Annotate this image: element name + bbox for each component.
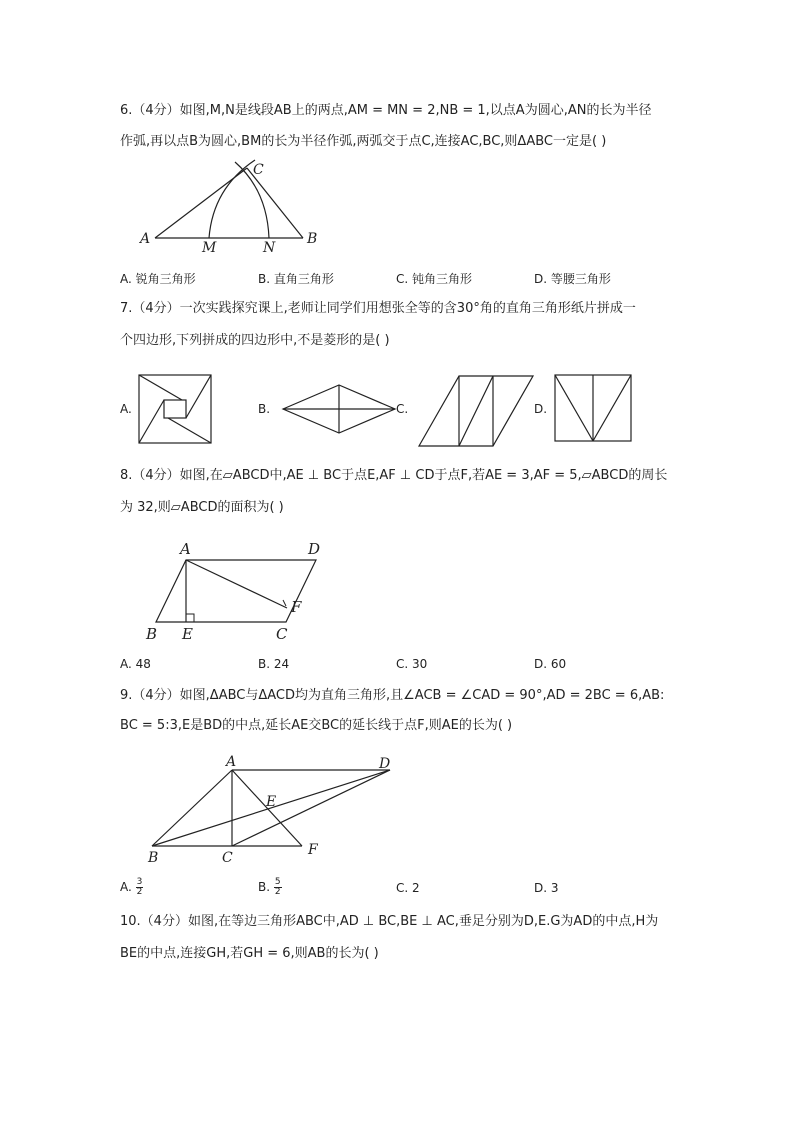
q9-option-b-fraction: [274, 878, 282, 897]
q8-label-c: C: [276, 625, 288, 643]
q8-label-e: E: [182, 625, 193, 643]
q9-option-b[interactable]: [258, 878, 282, 897]
q8-label-a: A: [180, 540, 191, 558]
q9-option-c[interactable]: C. 2: [396, 881, 420, 895]
q9-option-a-denominator: 2: [136, 887, 143, 897]
q6-stem-line2: 作弧,再以点B为圆心,BM的长为半径作弧,两弧交于点C,连接AC,BC,则ΔABC一定是( ): [120, 134, 607, 149]
q6-option-a[interactable]: A. 锐角三角形: [120, 272, 196, 286]
q8-stem-line1: 8.（4分）如图,在▱ABCD中,AE ⊥ BC于点E,AF ⊥ CD于点F,若AE = 3,AF = 5,▱ABCD的周长: [120, 468, 668, 483]
q7-option-b-label[interactable]: B.: [258, 402, 271, 416]
q9-option-b-denominator: 2: [274, 887, 281, 897]
q8-label-f: F: [291, 598, 302, 616]
q7-stem-line1: 7.（4分）一次实践探究课上,老师让同学们用想张全等的含30°角的直角三角形纸片拼成一: [120, 301, 636, 316]
q9-figure: [140, 750, 400, 870]
q7-option-d-figure[interactable]: [554, 374, 634, 444]
q8-option-d[interactable]: D. 60: [534, 657, 567, 671]
q6-option-c[interactable]: C. 钝角三角形: [396, 272, 473, 286]
q6-figure: [135, 158, 325, 253]
q8-option-b[interactable]: B. 24: [258, 657, 290, 671]
q9-label-e: E: [266, 794, 277, 810]
q6-label-n: N: [263, 240, 276, 253]
q6-option-d[interactable]: D. 等腰三角形: [534, 272, 611, 286]
q7-stem-line2: 个四边形,下列拼成的四边形中,不是菱形的是( ): [120, 333, 390, 348]
q9-option-a[interactable]: [120, 878, 143, 897]
q9-option-a-fraction: [136, 878, 144, 897]
q6-option-b[interactable]: B. 直角三角形: [258, 272, 334, 286]
q6-stem-line1: 6.（4分）如图,M,N是线段AB上的两点,AM = MN = 2,NB = 1,以点A为圆心,AN的长为半径: [120, 103, 652, 118]
q6-label-c: C: [253, 162, 264, 178]
q8-label-b: B: [146, 625, 158, 643]
q8-option-a[interactable]: A. 48: [120, 657, 151, 671]
q9-option-d[interactable]: D. 3: [534, 881, 559, 895]
q9-label-a: A: [226, 754, 237, 770]
q9-label-c: C: [222, 850, 233, 866]
q6-label-b: B: [307, 231, 318, 247]
q9-option-b-numerator: 5: [274, 877, 281, 887]
q9-stem-line1: 9.（4分）如图,ΔABC与ΔACD均为直角三角形,且∠ACB = ∠CAD = 90°,AD = 2BC = 6,AB:: [120, 688, 665, 703]
q7-option-c-label[interactable]: C.: [396, 402, 409, 416]
q10-stem-line2: BE的中点,连接GH,若GH = 6,则AB的长为( ): [120, 946, 379, 961]
q7-option-c-figure[interactable]: [416, 374, 536, 448]
q7-option-b-figure[interactable]: [281, 383, 397, 435]
q9-label-d: D: [379, 756, 391, 772]
q7-option-a-label[interactable]: A.: [120, 402, 132, 416]
q9-label-b: B: [148, 850, 159, 866]
q6-label-m: M: [202, 240, 217, 253]
q10-stem-line1: 10.（4分）如图,在等边三角形ABC中,AD ⊥ BC,BE ⊥ AC,垂足分别为D,E.G为AD的中点,H为: [120, 914, 659, 929]
q9-stem-line2: BC = 5:3,E是BD的中点,延长AE交BC的延长线于点F,则AE的长为( ): [120, 718, 513, 733]
q9-option-a-label: A.: [120, 880, 132, 894]
q6-label-a: A: [140, 231, 151, 247]
q9-label-f: F: [308, 842, 318, 858]
q8-stem-line2: 为 32,则▱ABCD的面积为( ): [120, 500, 284, 515]
q9-option-a-numerator: 3: [136, 877, 143, 887]
q8-figure: [142, 538, 342, 646]
q9-option-b-label: B.: [258, 880, 271, 894]
q8-option-c[interactable]: C. 30: [396, 657, 428, 671]
q7-option-a-figure[interactable]: [138, 374, 214, 446]
q8-label-d: D: [308, 540, 321, 558]
q7-option-d-label[interactable]: D.: [534, 402, 548, 416]
